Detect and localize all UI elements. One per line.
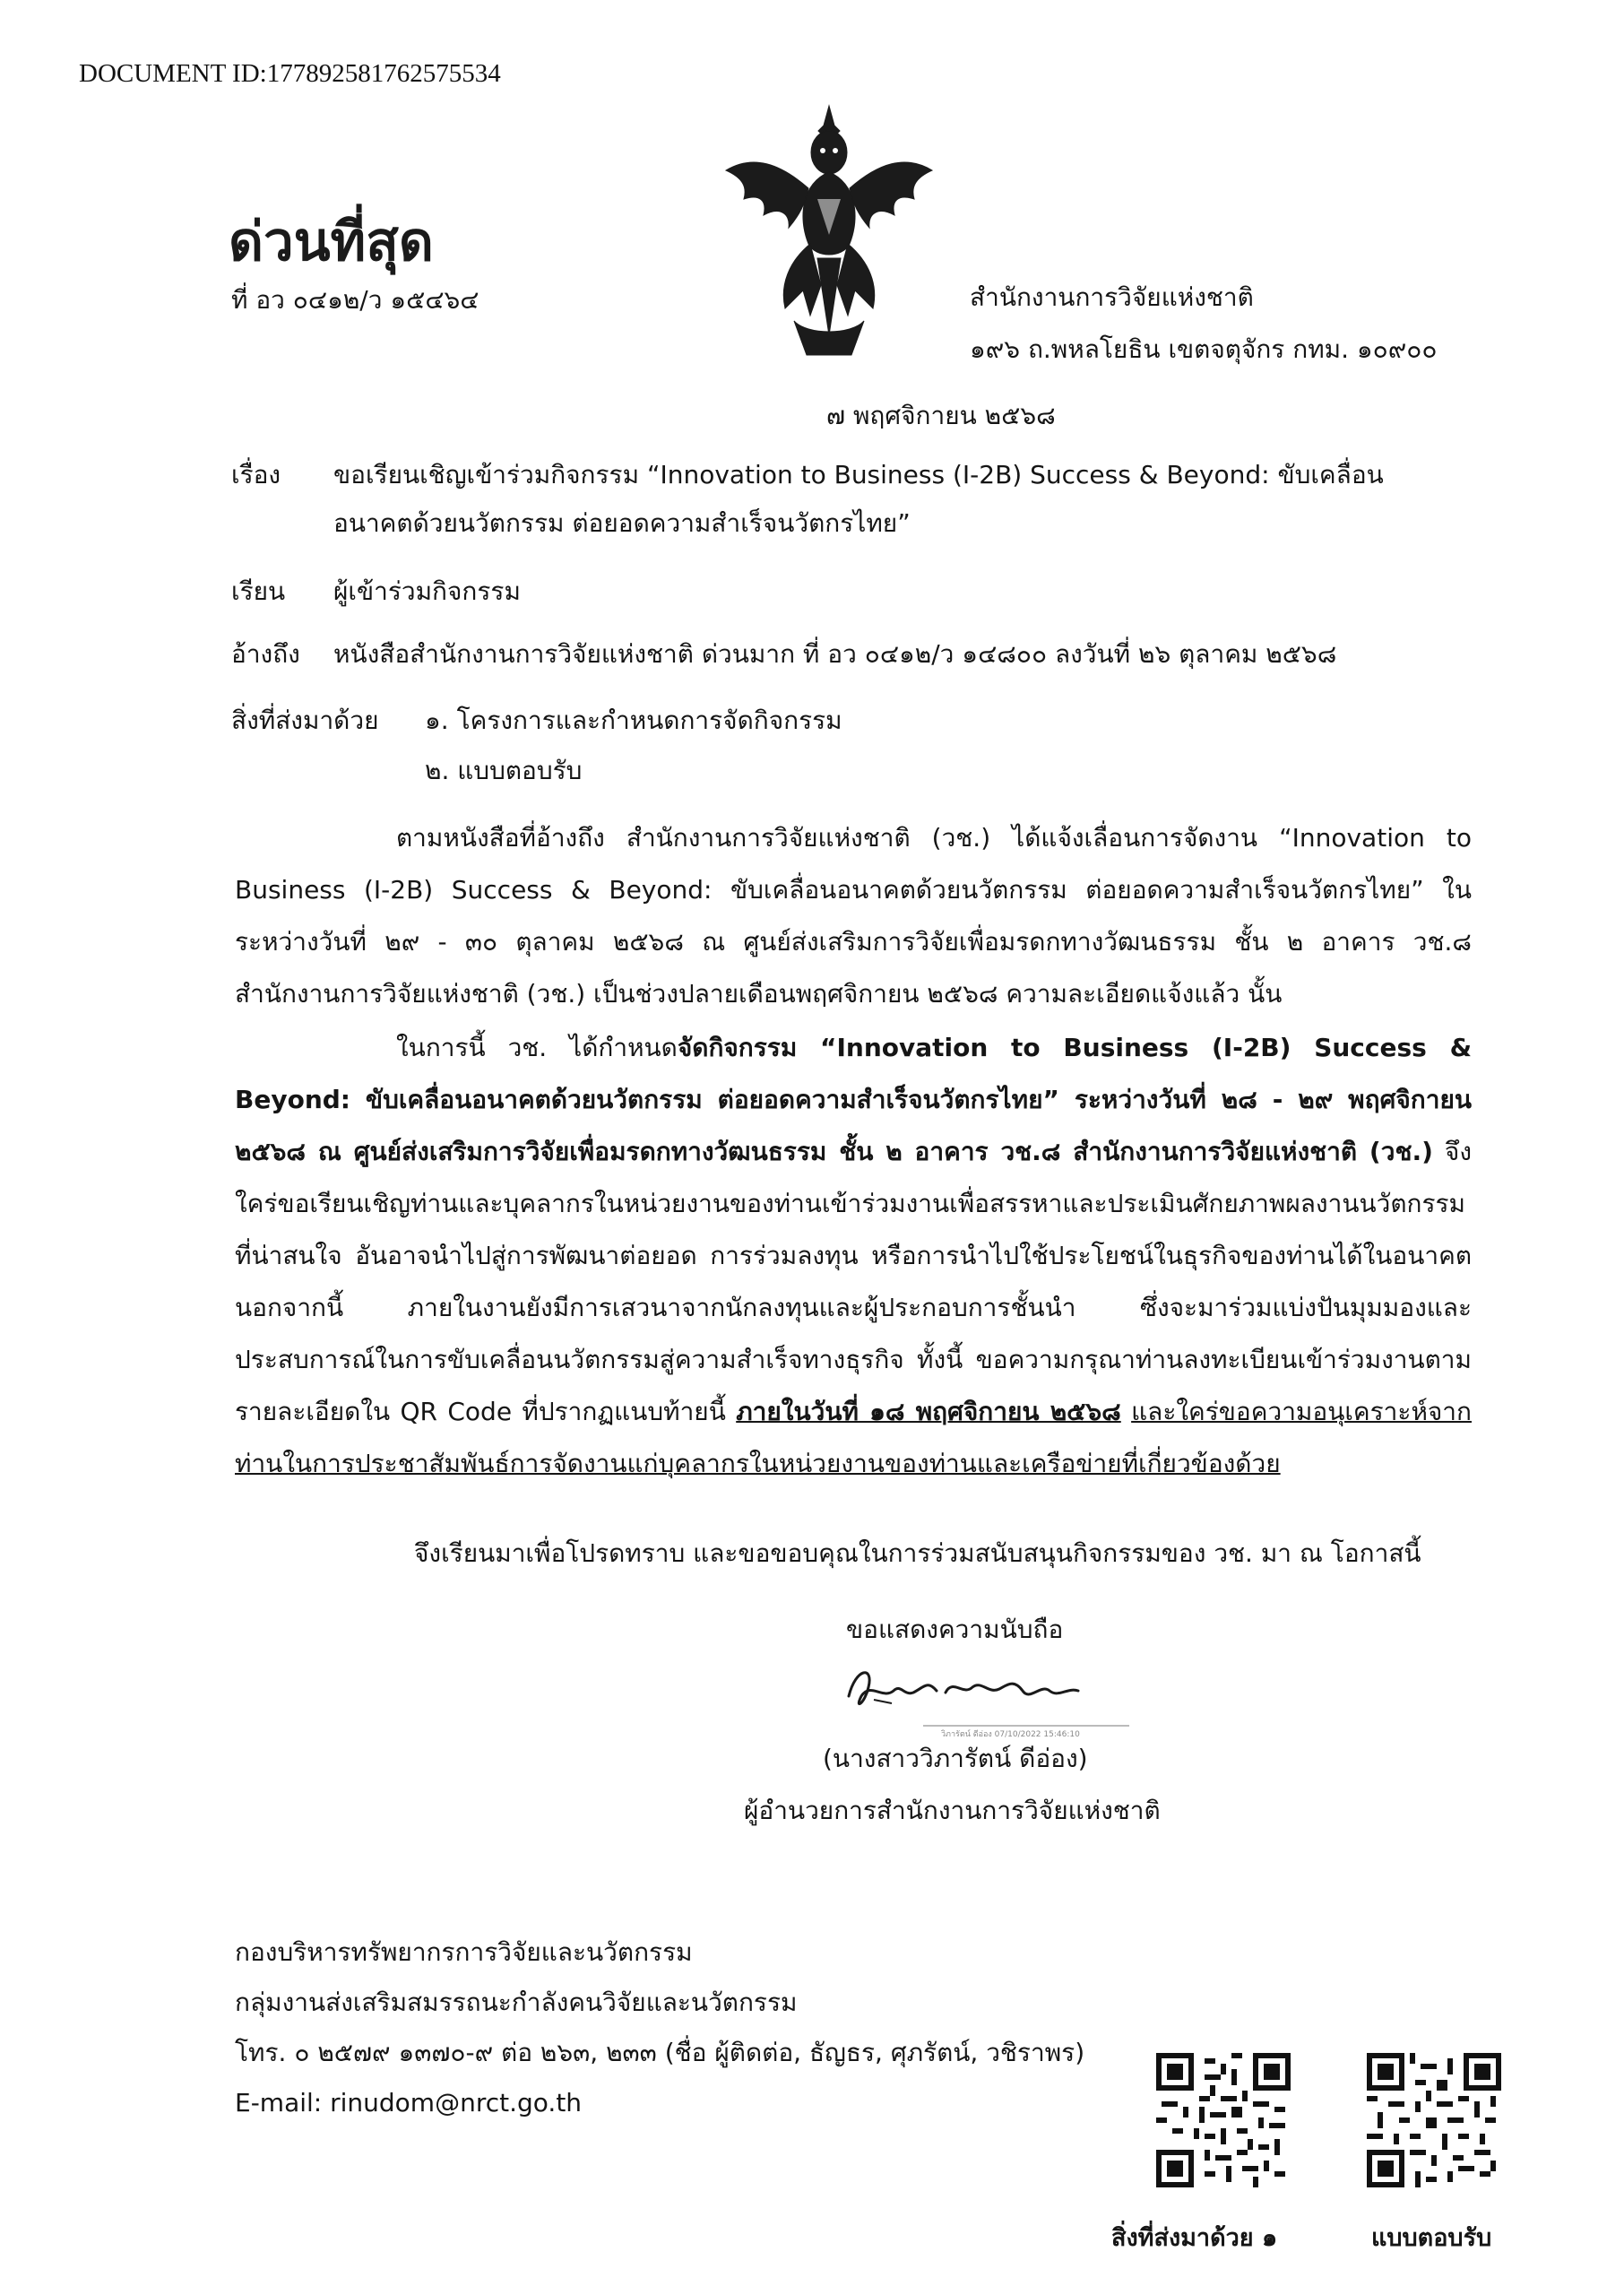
document-id: DOCUMENT ID:177892581762575534 <box>79 59 501 88</box>
agency-name: สำนักงานการวิจัยแห่งชาติ <box>970 282 1254 312</box>
registration-deadline: ภายในวันที่ ๑๘ พฤศจิกายน ๒๕๖๘ <box>736 1397 1121 1426</box>
urgency-label: ด่วนที่สุด <box>229 211 434 273</box>
footer-division: กองบริหารทรัพยากรการวิจัยและนวัตกรรม <box>235 1937 693 1967</box>
subject-line-1: ขอเรียนเชิญเข้าร่วมกิจกรรม “Innovation to Business (I-2B) Success & Beyond: ขับเคลื่อน <box>333 460 1384 489</box>
body-paragraph-2-lead: ในการนี้ วช. ได้กำหนด <box>396 1033 678 1062</box>
signature-line <box>923 1725 1129 1727</box>
letter-date: ๗ พฤศจิกายน ๒๕๖๘ <box>826 401 1056 430</box>
garuda-emblem <box>717 100 941 369</box>
qr-code-response-form[interactable] <box>1367 2053 1501 2187</box>
subject-label: เรื่อง <box>231 460 281 489</box>
enclosures-label: สิ่งที่ส่งมาด้วย <box>231 706 379 735</box>
signer-name: (นางสาววิภารัตน์ ดีอ่อง) <box>823 1744 1088 1773</box>
footer-group: กลุ่มงานส่งเสริมสมรรถนะกำลังคนวิจัยและนวัตกรรม <box>235 1988 798 2017</box>
qr-code-enclosure[interactable] <box>1156 2053 1291 2187</box>
body-paragraph-2-tail: และใคร่ขอความอนุเคราะห์จากท่านในการประชาสัมพันธ์การจัดงานแก่บุคลากรในหน่วยงานของท่านและเครือข่ายที่เกี่ยวข้องด้วย <box>235 1397 1472 1478</box>
event-details-bold: จัดกิจกรรม “Innovation to Business (I-2B) Success & Beyond: ขับเคลื่อนอนาคตด้วยนวัตกรรม ต่อยอดความสำเร็จนวัตกรไทย” ระหว่างวันที่ ๒๘ - ๒๙ พฤศจิกายน ๒๕๖๘ ณ ศูนย์ส่งเสริมการวิจัยเพื่อมรดกทางวัฒนธรรม ชั้น ๒ อาคาร วช.๘ สำนักงานการวิจัยแห่งชาติ (วช.) <box>235 1033 1472 1166</box>
enclosure-item-2: ๒. แบบตอบรับ <box>425 756 583 785</box>
e-signature-stamp: วิภารัตน์ ดีอ่อง 07/10/2022 15:46:10 <box>941 1730 1080 1739</box>
signer-position: ผู้อำนวยการสำนักงานการวิจัยแห่งชาติ <box>744 1796 1161 1825</box>
body-paragraph-2-rest: จึงใคร่ขอเรียนเชิญท่านและบุคลากรในหน่วยงานของท่านเข้าร่วมงานเพื่อสรรหาและประเมินศักยภาพผลงานนวัตกรรมที่น่าสนใจ อันอาจนำไปสู่การพัฒนาต่อยอด การร่วมลงทุน หรือการนำไปใช้ประโยชน์ในธุรกิจของท่านได้ในอนาคต นอกจากนี้ ภายในงานยังมีการเสวนาจากนักลงทุนและผู้ประกอบการชั้นนำ ซึ่งจะมาร่วมแบ่งปันมุมมองและประสบการณ์ในการขับเคลื่อนนวัตกรรมสู่ความสำเร็จทางธุรกิจ ทั้งนี้ ขอความกรุณาท่านลงทะเบียนเข้าร่วมงานตามรายละเอียดใน QR Code ที่ปรากฏแนบท้ายนี้ <box>235 1137 1472 1426</box>
reference-value: หนังสือสำนักงานการวิจัยแห่งชาติ ด่วนมาก ที่ อว ๐๔๑๒/ว ๑๔๘๐๐ ลงวันที่ ๒๖ ตุลาคม ๒๕๖๘ <box>333 639 1337 669</box>
handwritten-signature <box>838 1660 1107 1718</box>
body-paragraph-3: จึงเรียนมาเพื่อโปรดทราบ และขอขอบคุณในการร่วมสนับสนุนกิจกรรมของ วช. มา ณ โอกาสนี้ <box>414 1538 1421 1568</box>
reference-label: อ้างถึง <box>231 639 300 669</box>
footer-email: E-mail: rinudom@nrct.go.th <box>235 2088 583 2117</box>
qr-caption-response-form: แบบตอบรับ <box>1371 2224 1492 2252</box>
recipient-label: เรียน <box>231 576 286 606</box>
agency-address: ๑๙๖ ถ.พหลโยธิน เขตจตุจักร กทม. ๑๐๙๐๐ <box>970 334 1438 364</box>
body-paragraph-1: ตามหนังสือที่อ้างถึง สำนักงานการวิจัยแห่งชาติ (วช.) ได้แจ้งเลื่อนการจัดงาน “Innovation to Business (I-2B) Success & Beyond: ขับเคลื่อนอนาคตด้วยนวัตกรรม ต่อยอดความสำเร็จนวัตกรไทย” ในระหว่างวันที่ ๒๙ - ๓๐ ตุลาคม ๒๕๖๘ ณ ศูนย์ส่งเสริมการวิจัยเพื่อมรดกทางวัฒนธรรม ชั้น ๒ อาคาร วช.๘ สำนักงานการวิจัยแห่งชาติ (วช.) เป็นช่วงปลายเดือนพฤศจิกายน ๒๕๖๘ ความละเอียดแจ้งแล้ว นั้น <box>235 823 1472 1009</box>
qr-caption-enclosure: สิ่งที่ส่งมาด้วย ๑ <box>1111 2224 1278 2252</box>
reference-number: ที่ อว ๐๔๑๒/ว ๑๕๔๖๔ <box>231 285 479 315</box>
enclosure-item-1: ๑. โครงการและกำหนดการจัดกิจกรรม <box>425 706 842 735</box>
closing-phrase: ขอแสดงความนับถือ <box>846 1615 1064 1644</box>
footer-phone: โทร. ๐ ๒๕๗๙ ๑๓๗๐-๙ ต่อ ๒๖๓, ๒๓๓ (ชื่อ ผู้ติดต่อ, ธัญธร, ศุภรัตน์, วชิราพร) <box>235 2038 1085 2067</box>
body-paragraph-2 <box>235 1022 1472 1490</box>
recipient-value: ผู้เข้าร่วมกิจกรรม <box>333 576 521 606</box>
subject-line-2: อนาคตด้วยนวัตกรรม ต่อยอดความสำเร็จนวัตกรไทย” <box>333 508 911 538</box>
